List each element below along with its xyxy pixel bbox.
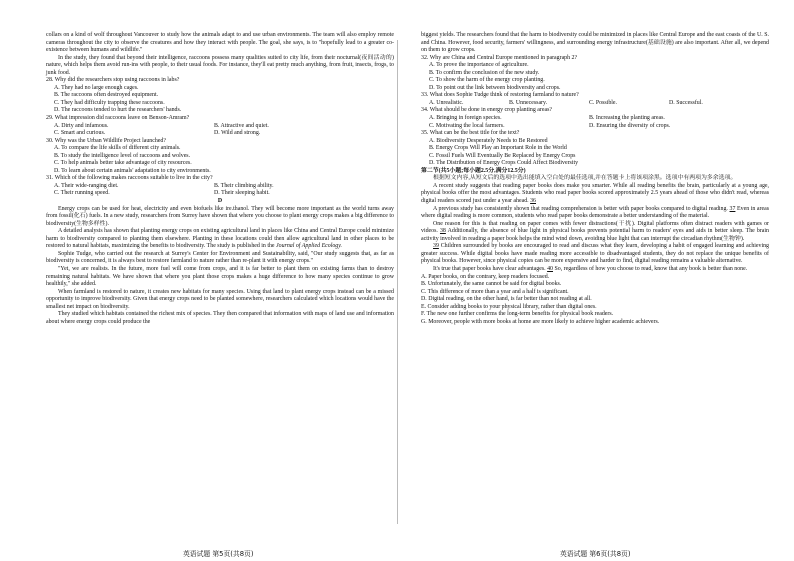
q28-option-c: C. They had difficulty trapping these raccoons. [54, 99, 165, 106]
q34-option-a: A. Bringing in foreign species. [429, 115, 502, 122]
q30-option-a: A. To compare the life skills of different city animals. [54, 145, 181, 152]
passage-e-paragraph [421, 221, 769, 244]
passage-d-paragraph: "Yet, we are realists. In the future, more fuel will come from crops, and it is far better to plant them on existing farms than to destroy remaining natural habitats. We have shown that where you plant those crops makes a huge difference to how many species continue to grow healthily," she added. [46, 265, 394, 288]
question-28-stem: 28. Why did the researchers stop using raccoons in labs? [46, 77, 180, 84]
q31-option-a: A. Their wide-ranging diet. [54, 182, 119, 189]
passage-d-paragraph: Energy crops can be used for heat, electricity and even biofuels like ire.thanol. They will become more important as the world turns away from fossil(化石) fuels. In a new study, researchers from Surrey have shown that where you choose to plant energy crops makes a big difference to biodiversity(生物多样性). [46, 205, 394, 227]
blank-38: 38 [439, 228, 446, 235]
column-divider [397, 40, 398, 524]
passage-c-paragraph: In the study, they found that beyond their intelligence, raccoons possess many qualities suited to city life, from their nocturnal(夜间活动的) nature, which helps them avoid run-ins with people, to their usual foods. For instance, they'll eat pretty much anything, from fruit, insects, frogs, to junk food. [46, 54, 394, 76]
question-35-stem: 35. What can be the best title for the text? [421, 130, 520, 137]
q29-option-c: C. Smart and curious. [54, 130, 106, 137]
passage-e-paragraph [421, 266, 769, 274]
q32-option-d: D. To point out the link between biodiversity and crops. [429, 84, 561, 91]
q35-option-d: D. The Distribution of Energy Crops Could Affect Biodiversity [429, 160, 579, 167]
q32-option-c: C. To show the harm of the energy crop planting. [429, 77, 545, 84]
journal-title: Journal of Applied Ecology. [276, 243, 343, 250]
q29-option-d: D. Wild and strong. [214, 130, 261, 137]
q33-option-a: A. Unrealistic. [429, 99, 464, 106]
q32-option-b: B. To confirm the conclusion of the new study. [429, 69, 540, 76]
passage-d-text: A detailed analysis has shown that planting energy crops on existing agricultural land in places like China and Central Europe could minimize harm to biodiversity compared to planting them elsewhere. Planting in these locations could then allow agricultural land in other places to be restored to natural habitats, maximizing the benefits to biodiversity. The study is published in the [46, 228, 394, 250]
passage-e-text: A recent study suggests that reading paper books does make you smarter. While all reading benefits the brain, particularly at a young age, physical books offer the most advantages. Students who read paper books scored approximately 2.5 years ahead of those who didn't read, whereas digital readers scored just under a year ahead. [421, 182, 769, 205]
q33-option-d: D. Successful. [669, 99, 703, 106]
passage-d-paragraph: Sophie Tudge, who carried out the research at Surrey's Center for Environment and Sustainability, said, "Our study suggests that, as far as biodiversity is concerned, it is always best to restore farmland to nature rather than re-plant it with energy crops." [46, 250, 394, 265]
q29-options-row [54, 123, 394, 131]
choice-a: A. Paper books, on the contrary, keep readers focused. [421, 273, 550, 280]
q28-option-b: B. The raccoons often destroyed equipment. [54, 92, 159, 99]
question-34-stem: 34. What should be done in energy crop planting areas? [421, 107, 552, 114]
q33-options-row [429, 100, 769, 108]
blank-39: 39 [433, 243, 439, 250]
passage-e-text: A previous study has consistently shown that reading comprehension is better with paper books compared to digital reading. [433, 205, 728, 212]
q33-option-c: C. Possible. [589, 99, 617, 106]
passage-e-text: It's true that paper books have clear advantages. [433, 265, 546, 272]
passage-e-text: Additionally, the absence of blue light in physical books prevents potential harm to readers' eyes and aids in better sleep. The brain activity involved in reading a paper book helps the mind wind down, avoiding blue light that can interrupt the circadian rhythm(生物钟). [421, 228, 769, 242]
passage-d-paragraph: They studied which habitats contained the richest mix of species. They then compared that information with maps of land use and information about where energy crops could produce the [46, 311, 394, 325]
right-column [421, 32, 769, 326]
passage-e-paragraph [421, 243, 769, 266]
q30-option-d: D. To learn about certain animals' adaptation to city environments. [54, 167, 211, 174]
q29-option-b: B. Attractive and quiet. [214, 122, 269, 129]
q31-option-d: D. Their sleeping habit. [214, 190, 270, 197]
q29-option-a: A. Dirty and infamous. [54, 122, 109, 129]
q31-options-row [54, 190, 394, 198]
q30-option-c: C. To help animals better take advantage of city resources. [54, 160, 192, 167]
q33-option-b: B. Unnecessary. [509, 99, 548, 106]
page-footer-right: 英语试题 第6页(共8页) [560, 550, 631, 558]
passage-e-text: One reason for this is that reading on paper comes with fewer distractions(干扰). Digital platforms often distract readers with games or videos. [421, 220, 769, 235]
q34-option-c: C. Motivating the local farmers. [429, 122, 505, 129]
q29-options-row [54, 130, 394, 138]
choice-c: C. This difference of more than a year and a half is significant. [421, 288, 569, 295]
passage-d-paragraph: biggest yields. The researchers found that the harm to biodiversity could be minimized in places like Central Europe and the east coasts of the U. S. and China. However, food security, farmers' willingness, and surrounding energy infrastructure(基础设施) are also important. After all, we depend on them to grow crops. [421, 32, 769, 54]
passage-e-text: Children surrounded by books are encouraged to read and discuss what they learn, developing a habit of engaged learning and achieving greater success. While digital books have made reading more accessible to disadvantaged students, they do not replace the unique benefits of physical books. However, since physical copies can be more expensive and harder to find, digital reading remains a valuable alternative. [421, 243, 769, 265]
choice-f: F. The new one further confirms the long-term benefits for physical book readers. [421, 311, 614, 318]
choice-g: G. Moreover, people with more books at home are more likely to achieve higher academic achievers. [421, 318, 660, 325]
q34-option-d: D. Ensuring the diversity of crops. [589, 122, 671, 129]
q31-option-c: C. Their running speed. [54, 190, 110, 197]
q35-option-b: B. Energy Crops Will Play an Important Role in the World [429, 145, 567, 152]
section-2-instructions: 根据短文内容,从短文后的选项中选出能填入空白处的最佳选项,并在答题卡上将该项涂黑。选项中有两项为多余选项。 [433, 175, 737, 182]
section-d-label: D [217, 198, 223, 205]
blank-40: 40 [547, 265, 553, 272]
q35-option-c: C. Fossil Fuels Will Eventually Be Replaced by Energy Crops [429, 152, 576, 159]
q30-option-b: B. To study the intelligence level of raccoons and wolves. [54, 152, 191, 159]
q32-option-a: A. To prove the importance of agriculture. [429, 62, 529, 69]
choice-b: B. Unfortunately, the same cannot be said for digital books. [421, 281, 562, 288]
page-footer-left: 英语试题 第5页(共8页) [183, 550, 254, 558]
passage-e-text: Even in areas where digital reading is more common, students who read paper books demonstrate a better understanding of the material. [421, 205, 770, 220]
q34-option-b: B. Increasing the planting areas. [589, 115, 665, 122]
section-2-title: 第二节(共5小题;每小题2.5分,满分12.5分) [421, 167, 526, 174]
choice-d: D. Digital reading, on the other hand, is far better than not reading at all. [421, 296, 592, 303]
passage-d-paragraph: When farmland is restored to nature, it creates new habitats for many species. Using that land to plant energy crops instead can be a missed opportunity to improve biodiversity. Given that energy crops need to be planted somewhere, researchers calculated which locations would have the smallest net impact on biodiversity. [46, 288, 394, 310]
passage-c-paragraph: collars on a kind of wolf throughout Vancouver to study how the animals adapt to and use urban environments. The team will also employ remote cameras throughout the city to observe the creatures and how they interact with people. The goal, she says, is to "hopefully lead to a greater co-existence between humans and wildlife." [46, 32, 394, 54]
left-column [46, 32, 394, 326]
choice-e: E. Consider adding books to your physical library, rather than digital ones. [421, 303, 597, 310]
question-31-stem: 31. Which of the following makes raccoons suitable to live in the city? [46, 175, 213, 182]
question-33-stem: 33. What does Sophie Tudge think of restoring farmland to nature? [421, 92, 579, 99]
question-29-stem: 29. What impression did raccoons leave on Benson-Amram? [46, 115, 190, 122]
passage-e-paragraph [421, 183, 769, 206]
passage-e-text: So, regardless of how you choose to read, know that any book is better than none. [554, 265, 748, 272]
q35-option-a: A. Biodiversity Desperately Needs to Be Restored [429, 137, 548, 144]
q31-options-row [54, 183, 394, 191]
q28-option-a: A. They had no large enough cages. [54, 84, 139, 91]
q28-option-d: D. The raccoons tended to hurt the researchers' hands. [54, 107, 182, 114]
passage-e-paragraph [421, 206, 769, 221]
blank-36: 36 [530, 198, 536, 205]
passage-d-paragraph [46, 228, 394, 251]
q31-option-b: B. Their climbing ability. [214, 182, 274, 189]
question-30-stem: 30. Why was the Urban Wildlife Project launched? [46, 137, 166, 144]
question-32-stem: 32. Why are China and Central Europe mentioned in paragraph 2? [421, 54, 578, 61]
blank-37: 37 [729, 205, 736, 212]
q34-options-row [429, 115, 769, 123]
q34-options-row [429, 123, 769, 131]
